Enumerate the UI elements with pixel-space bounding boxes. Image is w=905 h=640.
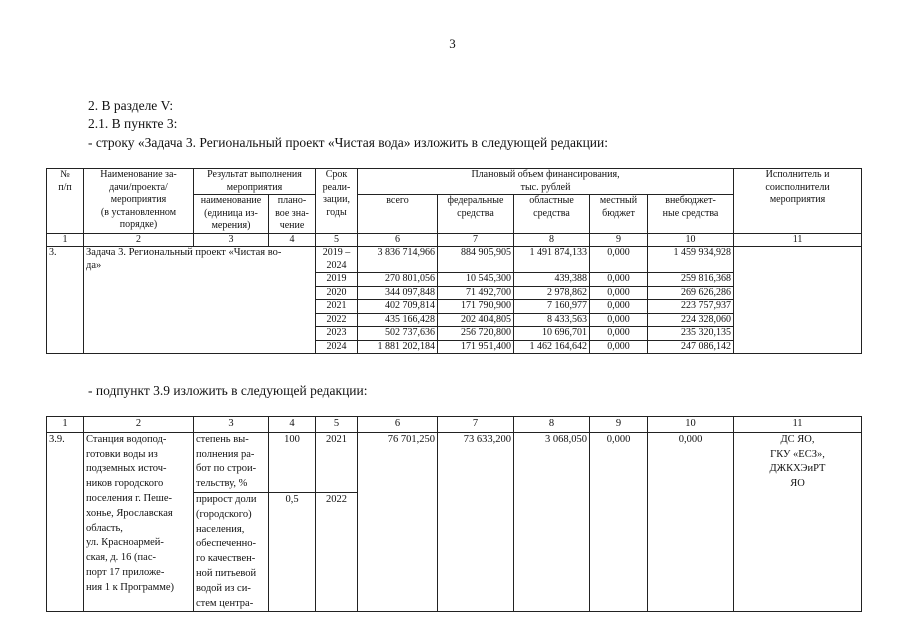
indicator-name: степень вы- полнения ра- бот по строи- тельству, % bbox=[194, 432, 269, 492]
federal-cell: 171 951,400 bbox=[438, 340, 514, 354]
executor-cell bbox=[734, 247, 862, 354]
instruction-line: - подпункт 3.9 изложить в следующей редакции: bbox=[88, 383, 368, 398]
header-regional: областные средства bbox=[514, 195, 590, 234]
col-number: 7 bbox=[438, 417, 514, 433]
total-cell: 270 801,056 bbox=[358, 273, 438, 287]
col-number: 8 bbox=[514, 417, 590, 433]
row-num: 3. bbox=[47, 247, 84, 354]
header-term: Срок реали- зации, годы bbox=[316, 169, 358, 234]
regional-cell: 10 696,701 bbox=[514, 327, 590, 341]
extra-cell: 235 320,135 bbox=[648, 327, 734, 341]
row-name: Станция водопод- готовки воды из подземных источ- ников городского поселения г. Пеше- хонье, Ярославская область, ул. Красноармей- ская, д. 16 (пас- порт 17 приложе- ния 1 к Программе) bbox=[84, 432, 194, 612]
col-number: 9 bbox=[590, 417, 648, 433]
federal-cell: 171 790,900 bbox=[438, 300, 514, 314]
col-number: 10 bbox=[648, 417, 734, 433]
extra-cell: 269 626,286 bbox=[648, 286, 734, 300]
col-number: 8 bbox=[514, 233, 590, 247]
indicator-value: 0,5 bbox=[269, 492, 316, 611]
total-cell: 344 097,848 bbox=[358, 286, 438, 300]
federal-cell: 884 905,905 bbox=[438, 247, 514, 273]
federal-cell: 202 404,805 bbox=[438, 313, 514, 327]
federal-cell: 71 492,700 bbox=[438, 286, 514, 300]
col-number: 1 bbox=[47, 417, 84, 433]
header-result-plan: плано- вое зна- чение bbox=[269, 195, 316, 234]
local-cell: 0,000 bbox=[590, 273, 648, 287]
local-cell: 0,000 bbox=[590, 327, 648, 341]
header-finance: Плановый объем финансирования, тыс. рублей bbox=[358, 169, 734, 195]
year-cell: 2019 – 2024 bbox=[316, 247, 358, 273]
regional-cell: 1 462 164,642 bbox=[514, 340, 590, 354]
year-cell: 2019 bbox=[316, 273, 358, 287]
year-cell: 2022 bbox=[316, 492, 358, 611]
year-cell: 2024 bbox=[316, 340, 358, 354]
header-result-name: наименование (единица из- мерения) bbox=[194, 195, 269, 234]
col-number: 11 bbox=[734, 417, 862, 433]
regional-cell: 3 068,050 bbox=[514, 432, 590, 612]
executor-cell: ДС ЯО, ГКУ «ЕСЗ», ДЖКХЭиРТ ЯО bbox=[734, 432, 862, 612]
regional-cell: 439,388 bbox=[514, 273, 590, 287]
header-result: Результат выполнения мероприятия bbox=[194, 169, 316, 195]
regional-cell: 2 978,862 bbox=[514, 286, 590, 300]
total-cell: 402 709,814 bbox=[358, 300, 438, 314]
table-row bbox=[47, 432, 862, 492]
local-cell: 0,000 bbox=[590, 286, 648, 300]
table-subitem-3-9 bbox=[46, 416, 862, 612]
regional-cell: 1 491 874,133 bbox=[514, 247, 590, 273]
header-federal: федеральные средства bbox=[438, 195, 514, 234]
subsection-heading: 2.1. В пункте 3: bbox=[88, 116, 178, 131]
total-cell: 502 737,636 bbox=[358, 327, 438, 341]
indicator-name: прирост доли (городского) населения, обеспеченно- го качествен- ной питьевой водой из си- стем центра- bbox=[194, 492, 269, 611]
total-cell: 1 881 202,184 bbox=[358, 340, 438, 354]
col-number: 10 bbox=[648, 233, 734, 247]
regional-cell: 7 160,977 bbox=[514, 300, 590, 314]
col-number: 2 bbox=[84, 233, 194, 247]
col-number: 3 bbox=[194, 233, 269, 247]
year-cell: 2020 bbox=[316, 286, 358, 300]
year-cell: 2021 bbox=[316, 300, 358, 314]
col-number: 2 bbox=[84, 417, 194, 433]
col-number: 6 bbox=[358, 233, 438, 247]
header-total: всего bbox=[358, 195, 438, 234]
col-number: 4 bbox=[269, 233, 316, 247]
extra-cell: 224 328,060 bbox=[648, 313, 734, 327]
local-cell: 0,000 bbox=[590, 300, 648, 314]
col-number: 5 bbox=[316, 417, 358, 433]
total-cell: 435 166,428 bbox=[358, 313, 438, 327]
table-task3 bbox=[46, 168, 862, 354]
local-cell: 0,000 bbox=[590, 247, 648, 273]
federal-cell: 73 633,200 bbox=[438, 432, 514, 612]
total-cell: 76 701,250 bbox=[358, 432, 438, 612]
instruction-line: - строку «Задача 3. Региональный проект «Чистая вода» изложить в следующей редакции: bbox=[88, 135, 608, 150]
local-cell: 0,000 bbox=[590, 432, 648, 612]
federal-cell: 10 545,300 bbox=[438, 273, 514, 287]
col-number: 1 bbox=[47, 233, 84, 247]
col-number: 7 bbox=[438, 233, 514, 247]
extra-cell: 247 086,142 bbox=[648, 340, 734, 354]
total-cell: 3 836 714,966 bbox=[358, 247, 438, 273]
section-heading: 2. В разделе V: bbox=[88, 98, 174, 113]
col-number: 9 bbox=[590, 233, 648, 247]
federal-cell: 256 720,800 bbox=[438, 327, 514, 341]
year-cell: 2023 bbox=[316, 327, 358, 341]
header-executor: Исполнитель и соисполнители мероприятия bbox=[734, 169, 862, 234]
table-row bbox=[47, 247, 862, 273]
header-num: № п/п bbox=[47, 169, 84, 234]
regional-cell: 8 433,563 bbox=[514, 313, 590, 327]
col-number: 6 bbox=[358, 417, 438, 433]
col-number: 3 bbox=[194, 417, 269, 433]
row-name: Задача 3. Региональный проект «Чистая во- да» bbox=[84, 247, 316, 354]
page-number: 3 bbox=[449, 36, 456, 51]
col-number: 11 bbox=[734, 233, 862, 247]
year-cell: 2022 bbox=[316, 313, 358, 327]
extra-cell: 0,000 bbox=[648, 432, 734, 612]
local-cell: 0,000 bbox=[590, 340, 648, 354]
col-number: 5 bbox=[316, 233, 358, 247]
header-local: местный бюджет bbox=[590, 195, 648, 234]
local-cell: 0,000 bbox=[590, 313, 648, 327]
col-number: 4 bbox=[269, 417, 316, 433]
extra-cell: 1 459 934,928 bbox=[648, 247, 734, 273]
header-name: Наименование за- дачи/проекта/ мероприятия (в установленном порядке) bbox=[84, 169, 194, 234]
extra-cell: 223 757,937 bbox=[648, 300, 734, 314]
row-num: 3.9. bbox=[47, 432, 84, 612]
indicator-value: 100 bbox=[269, 432, 316, 492]
header-extra: внебюджет- ные средства bbox=[648, 195, 734, 234]
year-cell: 2021 bbox=[316, 432, 358, 492]
extra-cell: 259 816,368 bbox=[648, 273, 734, 287]
